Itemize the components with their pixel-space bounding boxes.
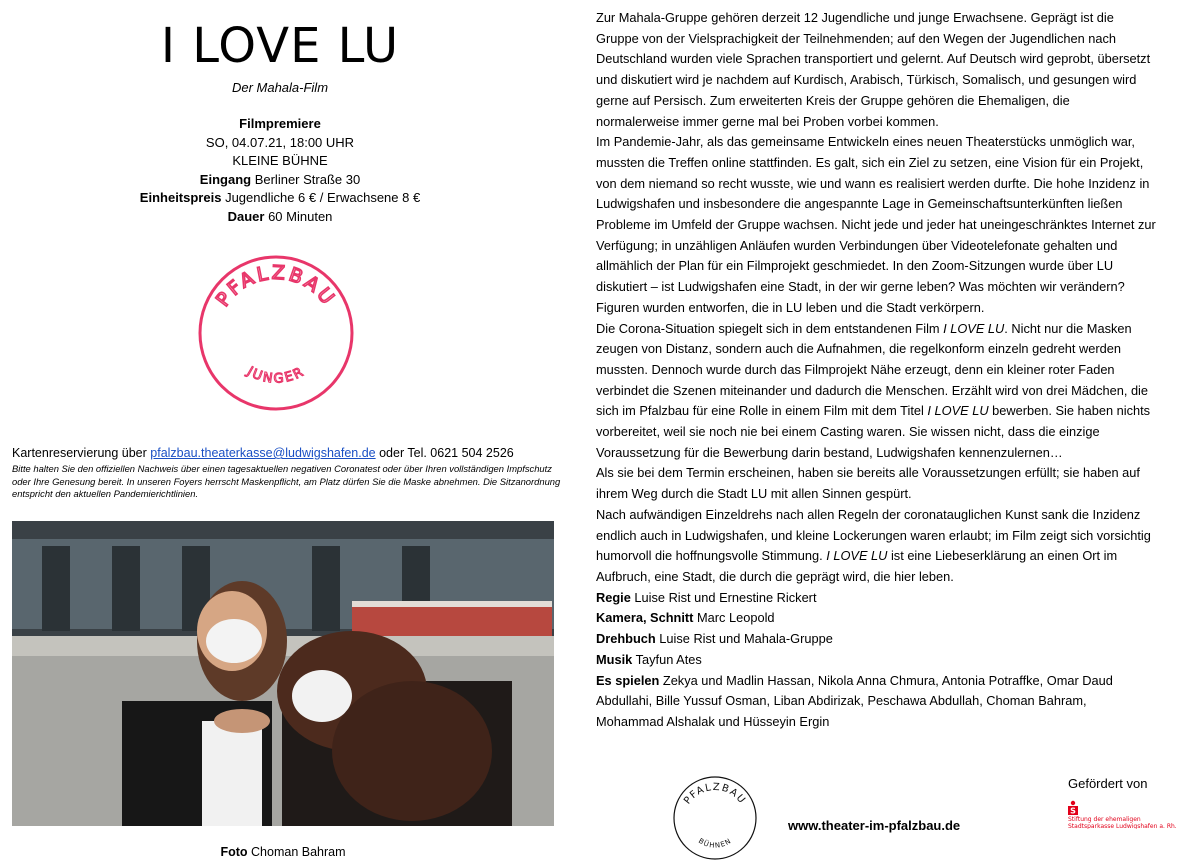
website-url: www.theater-im-pfalzbau.de: [788, 818, 961, 833]
text-span: Die Corona-Situation spiegelt sich in dem entstandenen Film: [596, 320, 944, 336]
credit-value: Marc Leopold: [697, 610, 775, 626]
film-title-italic: I LOVE LU: [943, 320, 1005, 336]
text-span: Nach aufwändigen Einzeldrehs nach allen Regeln der coronatauglichen Kunst sank die Inzidenz endlich auch in Ludwigshafen, und kleine Lockerungen waren erlaubt; im Film zeigt sich vorsichtig humorvoll die hoffnungsvolle Stimmung.: [596, 506, 1151, 564]
description-paragraph: Zur Mahala-Gruppe gehören derzeit 12 Jugendliche und junge Erwachsene. Geprägt ist die Gruppe von der Vielsprachigkeit der Teilnehmenden; auf den Wegen der Jugendlichen nach Deutschland wurden viele Sprachen transportiert und gelernt. Auf Deutsch wird geprobt, übersetzt und diskutiert wird je nachdem auf Kurdisch, Arabisch, Türkisch, Somalisch, und gesungen wird gerne auf Persisch. Zum erweiterten Kreis der Gruppe gehören die Ehemaligen, die normalerweise immer gerne mal bei Proben vorbei kommen.: [596, 10, 1151, 129]
photo-credit-name: Choman Bahram: [251, 845, 346, 859]
stadtsparkasse-foundation-logo: [1066, 797, 1196, 829]
film-title-italic: I LOVE LU: [826, 548, 888, 564]
credit-value: Tayfun Ates: [635, 651, 702, 667]
entrance-label: Eingang: [199, 171, 252, 187]
premiere-label: Filmpremiere: [239, 116, 321, 131]
covid-notice: Bitte halten Sie den offiziellen Nachweis über einen tagesaktuellen negativen Coronatest oder über Ihren vollständigen Impfschutz oder Ihre Genesung bereit. In unseren Foyers herrscht Maskenpflicht, am Platz dürfen Sie die Maske abnehmen. Die Sitzanordnung entspricht den aktuellen Pandemierichtlinien.: [12, 463, 561, 499]
duration-label: Dauer: [227, 208, 265, 224]
credit-value: Luise Rist und Ernestine Rickert: [634, 589, 817, 605]
film-still-photo: [12, 521, 554, 826]
page-title: I LOVE LU: [160, 18, 400, 74]
credit-label: Musik: [596, 651, 633, 667]
event-venue: KLEINE BÜHNE: [232, 153, 328, 168]
credit-line: [596, 608, 1156, 629]
photo-credit-label: Foto: [220, 845, 248, 859]
credit-label: Drehbuch: [596, 631, 656, 647]
pfalzbau-junger-stamp-logo: [196, 253, 356, 413]
funded-by-label: Gefördert von: [1068, 776, 1148, 791]
ticket-reservation: [12, 446, 572, 460]
svg-text:S: S: [1070, 806, 1076, 816]
description-paragraph: Als sie bei dem Termin erscheinen, haben sie bereits alle Voraussetzungen erfüllt; sie haben auf ihrem Weg durch die Stadt LU mit allen Sinnen gespürt.: [596, 465, 1140, 502]
event-info: [0, 115, 560, 226]
entrance-value: Berliner Straße 30: [254, 171, 361, 187]
left-column: [0, 0, 580, 863]
svg-text:PFALZBAU: PFALZBAU: [211, 261, 341, 311]
credit-value: Luise Rist und Mahala-Gruppe: [659, 631, 833, 647]
text-span: . Nicht nur die Masken zeugen von Distanz, sondern auch die Aufnahmen, die regelkonform einzeln gedreht werden mussten. Dennoch wurde durch das Filmprojekt Nähe erzeugt, denn ein kleiner roter Faden verbindet die Szenen miteinander und dadurch die Menschen. Erzählt wird von drei Mädchen, die sich im Pfalzbau für eine Rolle in einem Film mit dem Titel: [596, 320, 1149, 419]
credit-line: [596, 650, 1156, 671]
price-label: Einheitspreis: [139, 190, 222, 205]
right-column: [596, 8, 1156, 733]
credit-label: Regie: [596, 589, 631, 605]
price-value: Jugendliche 6 € / Erwachsene 8 €: [225, 190, 421, 205]
film-title-italic: I LOVE LU: [927, 403, 989, 419]
box-office-email-link[interactable]: pfalzbau.theaterkasse@ludwigshafen.de: [150, 446, 376, 460]
photo-credit: [0, 845, 566, 859]
svg-text:BÜHNEN: BÜHNEN: [697, 836, 733, 850]
description-paragraph: Im Pandemie-Jahr, als das gemeinsame Entwickeln eines neuen Theaterstücks unmöglich war, mussten die Treffen online stattfinden. Es galt, sich ein Ziel zu setzen, eine Vision für ein Projekt, von dem niemand so recht wusste, wie und wann es realisiert werden durfte. Die hohe Inzidenz in Ludwigshafen und insbesondere die angespannte Lage in Gemeinschaftsunterkünften ließen Probleme im Umfeld der Gruppe wachsen. Nicht jede und jeder hat uneingeschränktes Internet zur Verfügung; in unzähligen Anläufen wurden Verbindungen über Videotelefonate gehalten und allmählich der Plan für ein Filmprojekt geschmiedet. In den Zoom-Sitzungen wurde über LU diskutiert – ist Ludwigshafen eine Stadt, in der wir gerne leben? Was möchten wir verändern? Figuren wurden entworfen, die in LU leben und die Stadt verkörpern.: [596, 134, 1156, 315]
credit-value: Zekya und Madlin Hassan, Nikola Anna Chmura, Antonia Potraffke, Omar Daud Abdullahi, Bille Yussuf Osman, Liban Abdirizak, Peschawa Abdullah, Choman Bahram, Mohammad Alshalak und Hüsseyin Ergin: [596, 672, 1113, 729]
film-subtitle: Der Mahala-Film: [231, 80, 329, 95]
credit-line: [596, 671, 1156, 733]
description-paragraph: [596, 505, 1156, 588]
svg-text:PFALZBAU: PFALZBAU: [682, 781, 748, 807]
booking-phone: oder Tel. 0621 504 2526: [379, 446, 514, 460]
text-span: bewerben. Sie haben nichts vorbereitet, weil sie noch nie bei einem Casting waren. Sie wissen nicht, dass die einzige Voraussetzung für die Bewerbung darin bestand, Ludwigshafen kennenzulernen…: [596, 403, 1151, 460]
svg-text:JUNGER: JUNGER: [244, 364, 308, 387]
svg-text:Stadtsparkasse Ludwigshafen a.: Stadtsparkasse Ludwigshafen a. Rh.: [1068, 823, 1177, 829]
credit-line: [596, 629, 1156, 650]
credit-line: [596, 588, 1156, 609]
credit-label: Es spielen: [596, 672, 660, 688]
event-date: SO, 04.07.21, 18:00 UHR: [205, 134, 355, 150]
credit-label: Kamera, Schnitt: [596, 610, 694, 626]
booking-prefix: Kartenreservierung über: [12, 446, 147, 460]
description-paragraph: [596, 319, 1156, 464]
pfalzbau-buehnen-stamp-logo: [672, 775, 758, 861]
duration-value: 60 Minuten: [268, 208, 333, 224]
svg-text:Stiftung der ehemaligen: Stiftung der ehemaligen: [1068, 816, 1141, 823]
text-span: ist eine Liebeserklärung an einen Ort im Aufbruch, eine Stadt, die durch die geprägt wird, die hier leben.: [596, 548, 1118, 584]
